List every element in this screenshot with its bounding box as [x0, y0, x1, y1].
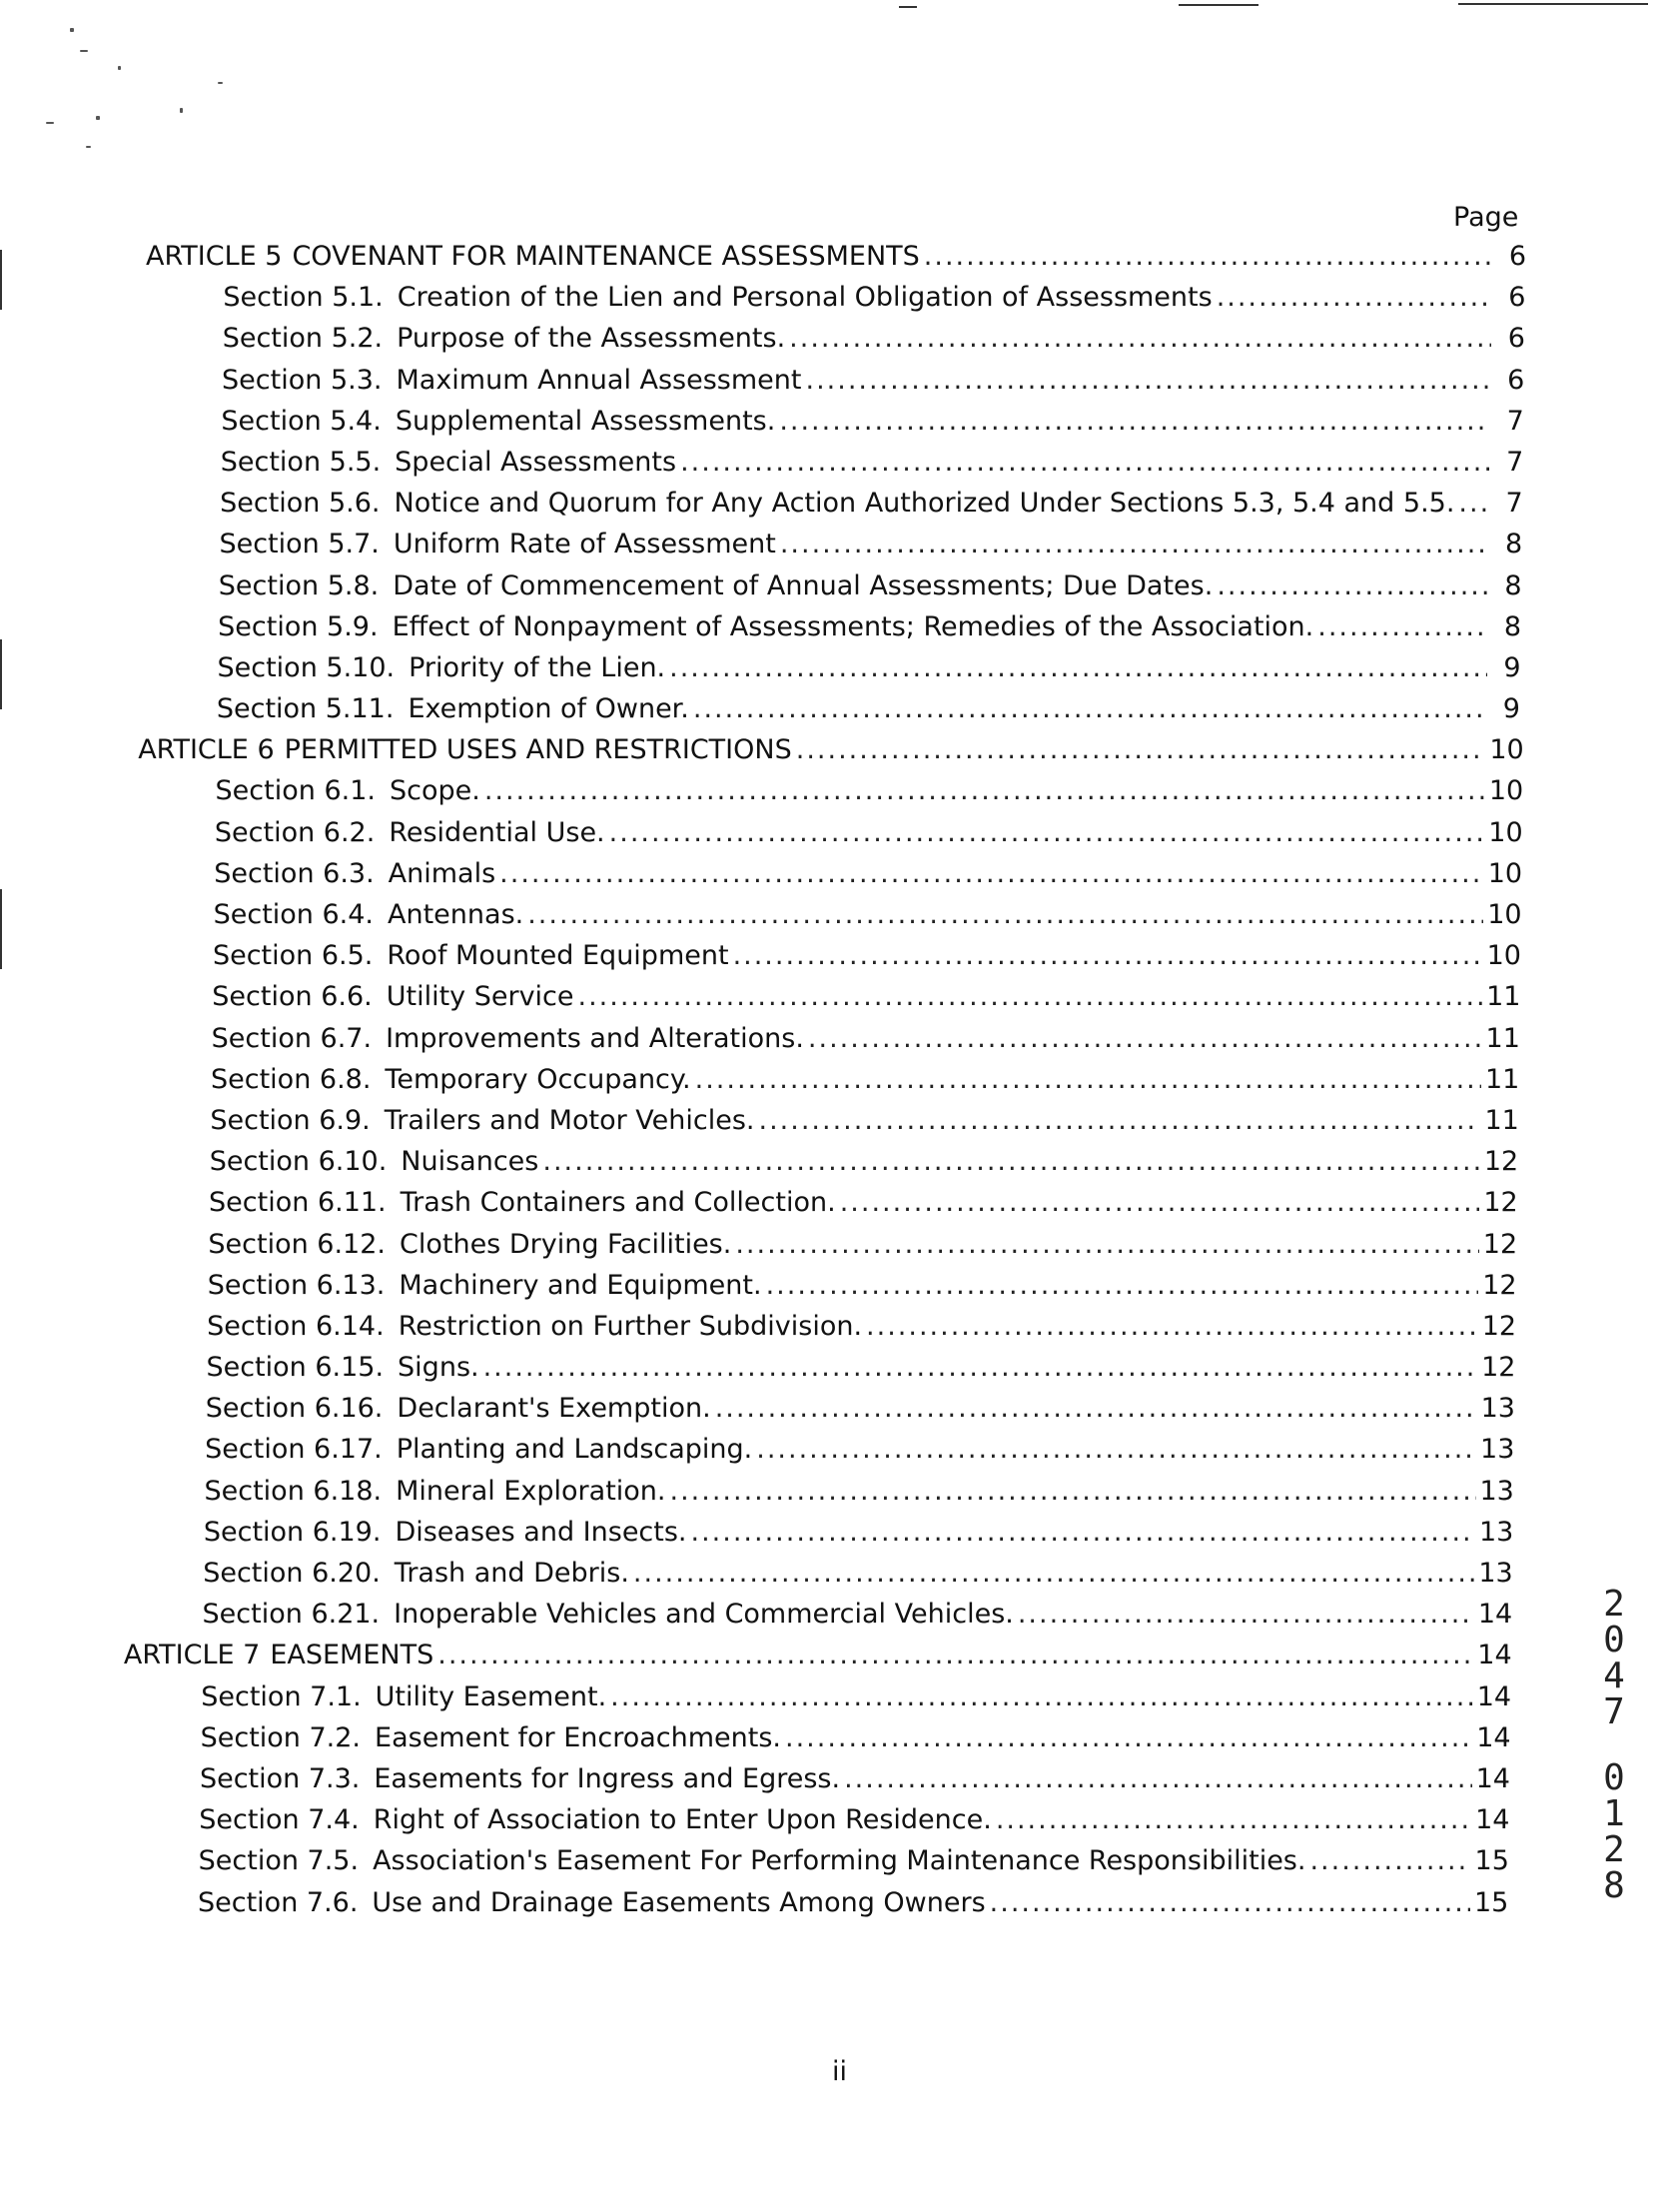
dot-leader — [609, 812, 1485, 853]
section-number: Section 6.3. — [214, 857, 375, 889]
dot-leader — [780, 524, 1488, 564]
toc-section-row — [212, 935, 1521, 976]
section-number: Section 5.1. — [223, 282, 384, 314]
toc-section-row — [211, 1018, 1520, 1059]
section-title: Easements for Ingress and Egress. — [374, 1762, 841, 1794]
scan-speck-5 — [46, 122, 54, 124]
scan-artifact-top-1 — [899, 6, 917, 8]
article-title: PERMITTED USES AND RESTRICTIONS — [284, 734, 792, 766]
dot-leader — [1217, 277, 1492, 318]
article-title: COVENANT FOR MAINTENANCE ASSESSMENTS — [292, 241, 920, 272]
section-title: Creation of the Lien and Personal Obligation of Assessments — [397, 282, 1213, 314]
scan-speck-8 — [86, 146, 91, 148]
dot-leader — [1018, 1594, 1474, 1635]
section-title: Association's Easement For Performing Maintenance Responsibilities. — [373, 1845, 1306, 1877]
toc-section-row — [198, 1840, 1509, 1881]
toc-page-number: 12 — [1481, 1310, 1517, 1342]
dot-leader — [437, 1635, 1473, 1675]
section-title: Mineral Exploration. — [396, 1475, 666, 1507]
section-number: Section 6.2. — [214, 816, 376, 848]
toc-section-row — [210, 1100, 1519, 1141]
dot-leader — [1217, 565, 1487, 606]
stamp-digit: 2 — [1603, 1829, 1625, 1870]
toc-section-row — [212, 976, 1521, 1017]
dot-leader — [808, 1018, 1482, 1059]
toc-page-number: 15 — [1474, 1845, 1509, 1877]
section-number: Section 6.19. — [203, 1516, 382, 1548]
dot-leader — [996, 1799, 1471, 1840]
toc-page-number: 14 — [1476, 1680, 1512, 1712]
section-number: Section 7.2. — [200, 1721, 362, 1753]
section-number: Section 6.5. — [212, 940, 374, 972]
section-number: Section 6.18. — [204, 1475, 383, 1507]
toc-page-number: 12 — [1482, 1228, 1518, 1260]
section-title: Scope. — [389, 775, 480, 807]
section-title: Antennas. — [388, 899, 524, 930]
toc-page-number: 10 — [1486, 940, 1521, 972]
toc-section-row — [211, 1059, 1520, 1100]
dot-leader — [990, 1882, 1470, 1923]
section-title: Signs. — [398, 1352, 479, 1384]
section-title: Animals — [388, 857, 496, 889]
dot-leader — [844, 1758, 1472, 1799]
section-number: Section 6.8. — [211, 1063, 372, 1095]
section-number: Section 6.10. — [209, 1146, 388, 1178]
section-number: Section 6.7. — [211, 1022, 373, 1054]
toc-section-row — [220, 483, 1523, 524]
dot-leader — [759, 1100, 1481, 1141]
toc-section-row — [214, 853, 1523, 894]
section-title: Special Assessments — [395, 446, 677, 478]
article-number: ARTICLE 7 — [123, 1640, 261, 1671]
toc-page-number: 12 — [1482, 1269, 1517, 1301]
toc-section-row — [204, 1471, 1514, 1512]
section-title: Notice and Quorum for Any Action Authorized Under Sections 5.3, 5.4 and 5.5. — [394, 488, 1455, 520]
scan-speck-1 — [70, 28, 74, 32]
recording-stamp — [1594, 1584, 1634, 1906]
section-title: Trash Containers and Collection. — [400, 1187, 836, 1219]
toc-section-row — [213, 894, 1522, 935]
article-number: ARTICLE 6 — [138, 734, 275, 766]
section-title: Nuisances — [401, 1146, 539, 1178]
dot-leader — [785, 1717, 1472, 1758]
dot-leader — [756, 1429, 1476, 1470]
section-number: Section 7.4. — [199, 1804, 360, 1836]
article-title: EASEMENTS — [270, 1640, 434, 1671]
toc-section-row — [206, 1347, 1516, 1388]
section-title: Trailers and Motor Vehicles. — [384, 1104, 755, 1136]
toc-section-row — [203, 1512, 1514, 1553]
toc-page-number: 11 — [1484, 1104, 1519, 1136]
dot-leader — [680, 442, 1489, 483]
toc-page-number: 9 — [1503, 651, 1521, 683]
section-number: Section 7.5. — [198, 1845, 360, 1877]
dot-leader — [766, 1265, 1479, 1306]
scan-artifact-top-3 — [1458, 3, 1648, 5]
dot-leader — [805, 360, 1490, 401]
section-number: Section 6.11. — [209, 1187, 387, 1219]
section-number: Section 6.12. — [208, 1228, 386, 1260]
dot-leader — [669, 647, 1486, 688]
section-number: Section 6.15. — [206, 1352, 385, 1384]
section-title: Use and Drainage Easements Among Owners — [372, 1886, 986, 1918]
section-number: Section 5.6. — [220, 488, 381, 520]
dot-leader — [484, 770, 1485, 811]
toc-page-number: 13 — [1480, 1393, 1515, 1425]
toc-page-number: 13 — [1478, 1516, 1514, 1548]
page-number: ii — [831, 2056, 847, 2087]
dot-leader — [924, 236, 1492, 277]
dot-leader — [499, 853, 1484, 894]
toc-section-row — [199, 1758, 1510, 1799]
toc-page-number: 7 — [1506, 405, 1524, 437]
toc-section-row — [221, 401, 1523, 442]
section-number: Section 5.2. — [222, 323, 384, 355]
section-number: Section 6.9. — [210, 1104, 371, 1136]
section-title: Exemption of Owner. — [408, 693, 689, 725]
toc-page-number: 10 — [1487, 899, 1522, 930]
dot-leader — [693, 688, 1486, 729]
toc-page-number: 7 — [1506, 446, 1524, 478]
toc-section-row — [218, 647, 1521, 688]
section-number: Section 7.6. — [198, 1886, 359, 1918]
section-number: Section 6.20. — [203, 1558, 381, 1589]
toc-page-number: 11 — [1485, 1063, 1520, 1095]
section-title: Date of Commencement of Annual Assessments; Due Dates. — [393, 569, 1214, 601]
toc-page-number: 14 — [1477, 1599, 1513, 1631]
toc-section-row — [217, 688, 1520, 729]
dot-leader — [866, 1306, 1478, 1347]
dot-leader — [691, 1512, 1475, 1553]
toc-section-row — [198, 1882, 1509, 1923]
section-title: Clothes Drying Facilities. — [400, 1228, 732, 1260]
section-title: Machinery and Equipment. — [399, 1269, 762, 1301]
stamp-digit: 1 — [1603, 1793, 1625, 1834]
toc-section-row — [219, 565, 1522, 606]
toc-page-number: 6 — [1508, 282, 1526, 314]
dot-leader — [1309, 1840, 1470, 1881]
section-title: Restriction on Further Subdivision. — [398, 1310, 863, 1342]
toc-page-number: 14 — [1475, 1762, 1510, 1794]
toc-page-number: 12 — [1481, 1352, 1516, 1384]
dot-leader — [527, 894, 1483, 935]
dot-leader — [1317, 606, 1487, 647]
section-title: Trash and Debris. — [394, 1558, 629, 1589]
section-number: Section 6.4. — [213, 899, 375, 930]
scan-speck-4 — [218, 82, 223, 84]
toc-page-number: 10 — [1488, 816, 1523, 848]
section-title: Residential Use. — [389, 816, 605, 848]
article-number: ARTICLE 5 — [146, 241, 283, 272]
toc-section-row — [223, 318, 1525, 359]
dot-leader — [779, 401, 1489, 442]
stamp-digit: 4 — [1603, 1656, 1625, 1696]
section-number: Section 7.1. — [201, 1680, 362, 1712]
section-title: Purpose of the Assessments. — [397, 323, 786, 355]
toc-article-row — [146, 236, 1526, 277]
section-title: Priority of the Lien. — [409, 651, 666, 683]
toc-section-row — [199, 1799, 1510, 1840]
dot-leader — [633, 1553, 1474, 1594]
scan-speck-3 — [118, 66, 121, 70]
dot-leader — [840, 1182, 1480, 1223]
section-title: Easement for Encroachments. — [375, 1721, 782, 1753]
toc-page-number: 8 — [1503, 610, 1522, 642]
section-number: Section 5.4. — [221, 405, 382, 437]
toc-page-number: 8 — [1504, 529, 1523, 560]
dot-leader — [1458, 483, 1488, 524]
section-number: Section 6.21. — [202, 1599, 381, 1631]
stamp-digit: 8 — [1603, 1865, 1625, 1906]
dot-leader — [542, 1141, 1480, 1182]
section-title: Improvements and Alterations. — [386, 1022, 804, 1054]
section-number: Section 6.13. — [207, 1269, 386, 1301]
dot-leader — [483, 1347, 1478, 1388]
toc-article-row — [123, 1635, 1512, 1675]
toc-page-number: 7 — [1505, 488, 1523, 520]
section-number: Section 6.1. — [215, 775, 376, 807]
page-column-header: Page — [1453, 202, 1519, 233]
section-number: Section 6.14. — [207, 1310, 385, 1342]
section-title: Temporary Occupancy. — [385, 1063, 691, 1095]
stamp-gap — [1594, 1730, 1634, 1760]
toc-page-number: 6 — [1507, 323, 1525, 355]
section-title: Utility Service — [386, 981, 574, 1013]
toc-section-row — [203, 1553, 1513, 1594]
toc-page-number: 12 — [1483, 1146, 1519, 1178]
toc-page-number: 14 — [1476, 1721, 1511, 1753]
toc-page-number: 13 — [1478, 1558, 1513, 1589]
toc-section-row — [201, 1676, 1512, 1717]
toc-page-number: 9 — [1502, 693, 1520, 725]
section-number: Section 6.16. — [205, 1393, 384, 1425]
toc-page-number: 10 — [1488, 775, 1524, 807]
toc-page-number: 6 — [1507, 364, 1525, 396]
toc-page-number: 6 — [1508, 241, 1526, 272]
toc-section-row — [202, 1594, 1513, 1635]
scan-speck-2 — [80, 50, 88, 52]
section-number: Section 7.3. — [199, 1762, 361, 1794]
dot-leader — [610, 1676, 1473, 1717]
section-title: Declarant's Exemption. — [397, 1393, 711, 1425]
toc-section-row — [223, 277, 1525, 318]
section-title: Utility Easement. — [375, 1680, 607, 1712]
toc-section-row — [222, 360, 1524, 401]
toc-section-row — [205, 1429, 1515, 1470]
toc-page-number: 15 — [1474, 1886, 1509, 1918]
stamp-digit: 0 — [1603, 1757, 1625, 1798]
dot-leader — [670, 1471, 1476, 1512]
dot-leader — [733, 935, 1483, 976]
section-title: Roof Mounted Equipment — [387, 940, 729, 972]
stamp-digit: 0 — [1603, 1620, 1625, 1660]
toc-section-row — [209, 1182, 1518, 1223]
section-number: Section 5.7. — [219, 529, 380, 560]
section-number: Section 5.5. — [220, 446, 382, 478]
toc-page-number: 12 — [1483, 1187, 1518, 1219]
toc-section-row — [214, 812, 1523, 853]
section-number: Section 6.17. — [205, 1434, 383, 1466]
section-number: Section 5.11. — [216, 693, 395, 725]
section-number: Section 6.6. — [212, 981, 373, 1013]
toc-section-row — [200, 1717, 1511, 1758]
toc-page-number: 13 — [1480, 1434, 1515, 1466]
dot-leader — [735, 1224, 1478, 1265]
section-title: Supplemental Assessments. — [395, 405, 776, 437]
toc-section-row — [208, 1224, 1518, 1265]
toc-section-row — [209, 1141, 1519, 1182]
section-number: Section 5.8. — [218, 569, 380, 601]
dot-leader — [715, 1388, 1477, 1429]
toc-page-number: 8 — [1504, 569, 1522, 601]
toc-section-row — [215, 770, 1524, 811]
section-title: Inoperable Vehicles and Commercial Vehicles. — [394, 1599, 1014, 1631]
dot-leader — [796, 729, 1486, 770]
toc-page-number: 14 — [1477, 1640, 1512, 1671]
dot-leader — [789, 318, 1491, 359]
toc-page-number: 14 — [1475, 1804, 1510, 1836]
toc-article-row — [138, 729, 1524, 770]
section-title: Maximum Annual Assessment — [396, 364, 802, 396]
toc-section-row — [205, 1388, 1515, 1429]
dot-leader — [695, 1059, 1481, 1100]
section-title: Effect of Nonpayment of Assessments; Remedies of the Association. — [392, 610, 1314, 642]
stamp-digit: 2 — [1603, 1584, 1625, 1625]
scan-speck-6 — [96, 116, 100, 120]
scan-artifact-top-2 — [1179, 4, 1259, 6]
scan-speck-7 — [180, 108, 183, 113]
section-title: Uniform Rate of Assessment — [393, 529, 776, 560]
section-number: Section 5.9. — [218, 610, 379, 642]
section-title: Diseases and Insects. — [395, 1516, 687, 1548]
section-title: Right of Association to Enter Upon Residence. — [373, 1804, 992, 1836]
toc-page-number: 13 — [1479, 1475, 1514, 1507]
toc-section-row — [219, 524, 1522, 564]
toc-section-row — [207, 1265, 1517, 1306]
toc-section-row — [218, 606, 1521, 647]
toc-page-number: 10 — [1489, 734, 1524, 766]
dot-leader — [578, 976, 1483, 1017]
toc-page-number: 10 — [1487, 857, 1523, 889]
toc-page-number: 11 — [1486, 981, 1521, 1013]
section-number: Section 5.10. — [217, 651, 396, 683]
section-number: Section 5.3. — [222, 364, 383, 396]
stamp-digit: 7 — [1603, 1691, 1625, 1732]
toc-page-number: 11 — [1485, 1022, 1520, 1054]
toc-section-row — [207, 1306, 1517, 1347]
toc-section-row — [221, 442, 1524, 483]
section-title: Planting and Landscaping. — [396, 1434, 753, 1466]
table-of-contents — [0, 236, 1679, 1923]
